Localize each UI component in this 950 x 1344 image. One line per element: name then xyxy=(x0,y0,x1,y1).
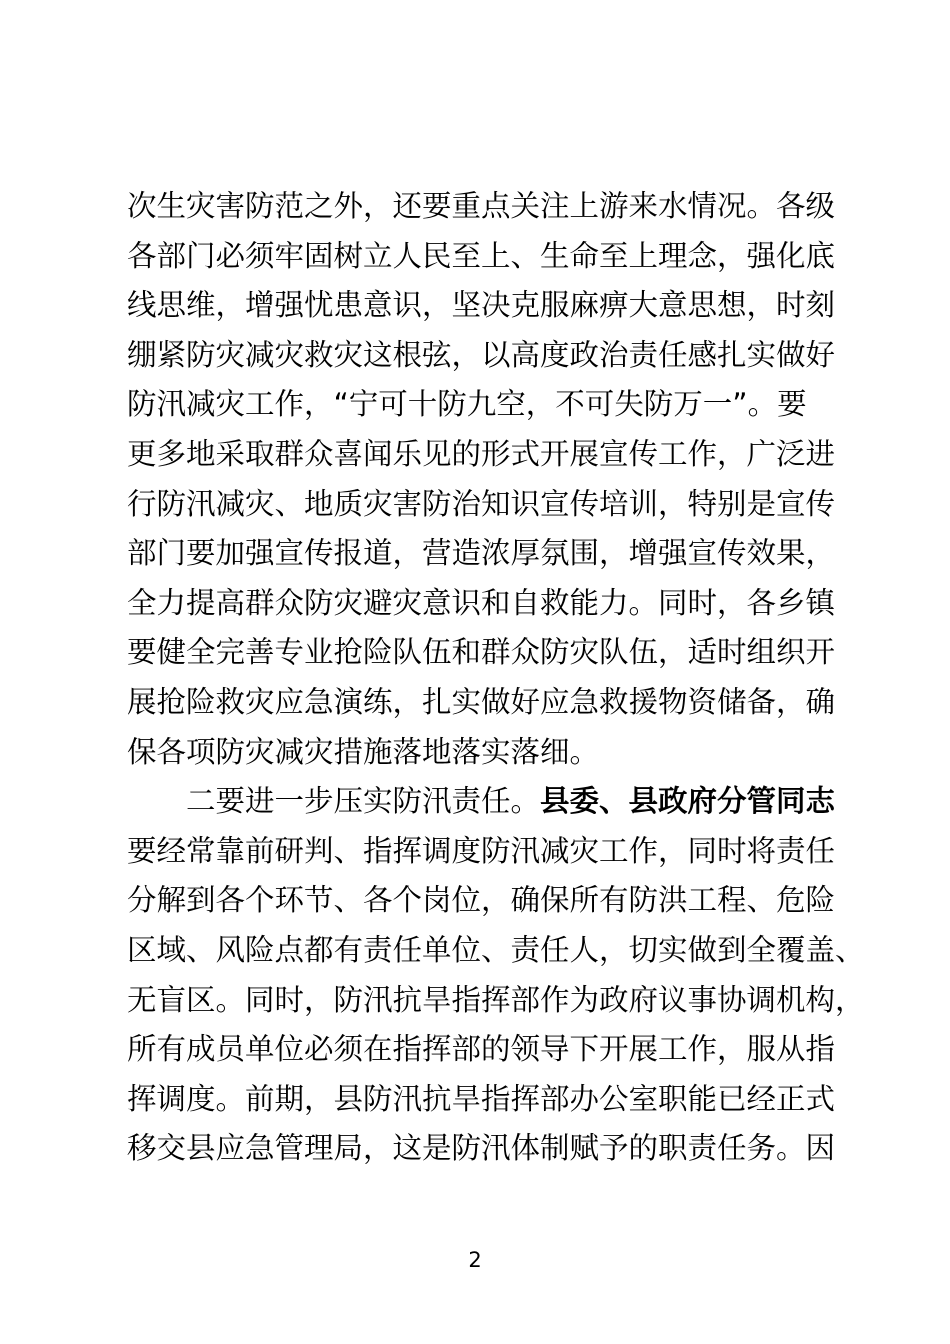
text-line: 保各项防灾减灾措施落地落实落细。 xyxy=(127,734,600,769)
paragraph-2-bold-text: 县委、县政府分管同志 xyxy=(540,784,836,819)
text-line: 所有成员单位必须在指挥部的领导下开展工作，服从指 xyxy=(127,1032,836,1067)
text-line: 无盲区。同时，防汛抗旱指挥部作为政府议事协调机构， xyxy=(127,982,865,1017)
text-line: 要健全完善专业抢险队伍和群众防灾队伍，适时组织开 xyxy=(127,635,836,670)
text-line: 线思维，增强忧患意识，坚决克服麻痹大意思想，时刻 xyxy=(127,288,836,323)
text-line: 绷紧防灾减灾救灾这根弦，以高度政治责任感扎实做好 xyxy=(127,337,836,372)
text-line: 区域、风险点都有责任单位、责任人，切实做到全覆盖、 xyxy=(127,932,865,967)
text-line: 各部门必须牢固树立人民至上、生命至上理念，强化底 xyxy=(127,238,836,273)
paragraph-2-first-line xyxy=(127,777,847,827)
page-number: 2 xyxy=(468,1248,482,1272)
text-line: 防汛减灾工作，“宁可十防九空，不可失防万一”。要 xyxy=(127,387,807,422)
text-line: 要经常靠前研判、指挥调度防汛减灾工作，同时将责任 xyxy=(127,833,836,868)
text-line: 全力提高群众防灾避灾意识和自救能力。同时，各乡镇 xyxy=(127,585,836,620)
text-line: 挥调度。前期，县防汛抗旱指挥部办公室职能已经正式 xyxy=(127,1081,836,1116)
text-line: 分解到各个环节、各个岗位，确保所有防洪工程、危险 xyxy=(127,883,836,918)
text-line: 次生灾害防范之外，还要重点关注上游来水情况。各级 xyxy=(127,189,836,223)
body-text xyxy=(127,182,865,1174)
text-line: 行防汛减灾、地质灾害防治知识宣传培训，特别是宣传 xyxy=(127,486,836,521)
text-line: 移交县应急管理局，这是防汛体制赋予的职责任务。因 xyxy=(127,1131,836,1166)
text-line: 展抢险救灾应急演练，扎实做好应急救援物资储备，确 xyxy=(127,684,836,719)
paragraph-2-lead-text: 二要进一步压实防汛责任。 xyxy=(186,784,541,819)
text-line: 更多地采取群众喜闻乐见的形式开展宣传工作，广泛进 xyxy=(127,436,836,471)
text-line: 部门要加强宣传报道，营造浓厚氛围，增强宣传效果， xyxy=(127,536,836,571)
